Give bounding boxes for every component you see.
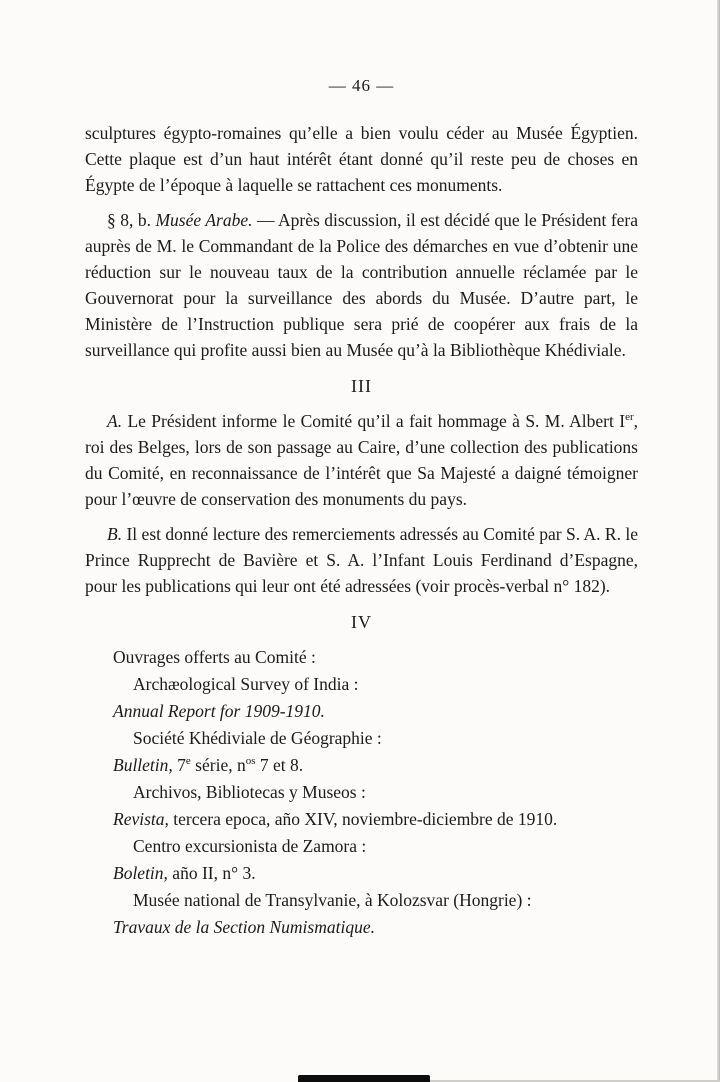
- ordinal-superscript: os: [245, 755, 256, 768]
- list-line-institution: [85, 887, 638, 914]
- list-line-intro: [85, 644, 638, 671]
- list-line-institution: [85, 779, 638, 806]
- list-line-publication: [85, 860, 638, 887]
- line-text: tercera epoca, año XIV, noviembre-diciembre de 1910.: [168, 809, 558, 829]
- section-heading-iii: III: [351, 376, 372, 396]
- paragraph-text: Il est donné lecture des remerciements adressés au Comité par S. A. R. le Prince Rupprecht de Bavière et S. A. l’Infant Louis Ferdinand d’Espagne, pour les publications qui leur ont été adressées (voir procès-verbal n° 182).: [85, 524, 638, 596]
- line-text: Société Khédiviale de Géographie :: [133, 728, 382, 748]
- line-text: Musée national de Transylvanie, à Kolozsvar (Hongrie) :: [133, 890, 532, 910]
- line-text: 7: [172, 755, 186, 775]
- list-line-institution: [85, 833, 638, 860]
- line-text: Archæological Survey of India :: [133, 674, 359, 694]
- page-number: — 46 —: [328, 76, 395, 95]
- page-content: [85, 76, 638, 941]
- publication-title: Revista,: [113, 809, 169, 829]
- paragraph-text: sculptures égypto-romaines qu’elle a bien voulu céder au Musée Égyptien. Cette plaque est d’un haut intérêt étant donné qu’il reste peu de choses en Égypte de l’époque à laquelle se rattachent ces monuments.: [85, 123, 638, 195]
- musee-arabe-title: Musée Arabe.: [155, 210, 253, 230]
- list-line-institution: [85, 671, 638, 698]
- item-letter-b: B.: [107, 524, 123, 544]
- ordinal-superscript: e: [185, 755, 191, 768]
- paragraph-b: [85, 521, 638, 599]
- paragraph-a: [85, 408, 638, 512]
- list-line-publication: [85, 698, 638, 725]
- ordinal-superscript: er: [625, 411, 634, 424]
- publication-title: Bulletin,: [113, 755, 173, 775]
- section-ref: § 8, b.: [107, 210, 156, 230]
- paragraph-text: , roi des Belges, lors de son passage au Caire, d’une collection des publications du Comité, en reconnaissance de l’intérêt que Sa Majesté a daigné témoigner pour l’œuvre de conservation des monuments du pays.: [85, 411, 638, 509]
- paragraph-text: — Après discussion, il est décidé que le Président fera auprès de M. le Commandant de la Police des démarches en vue d’obtenir une réduction sur le nouveau taux de la contribution annuelle réclamée par le Gouvernorat pour la surveillance des abords du Musée. D’autre part, le Ministère de l’Instruction publique sera prié de coopérer aux frais de la surveillance qui profite aussi bien au Musée qu’à la Bibliothèque Khédiviale.: [85, 210, 639, 360]
- line-text: año II, n° 3.: [167, 863, 256, 883]
- list-line-publication: [85, 914, 638, 941]
- line-text: série, n: [190, 755, 246, 775]
- line-text: Centro excursionista de Zamora :: [133, 836, 367, 856]
- paragraph-text: Le Président informe le Comité qu’il a fait hommage à S. M. Albert I: [122, 411, 626, 431]
- scan-ink-blot-artifact: [298, 1075, 430, 1082]
- section-heading-iv: IV: [351, 612, 372, 632]
- line-text: 7 et 8.: [255, 755, 304, 775]
- item-letter-a: A.: [107, 411, 123, 431]
- line-text: Ouvrages offerts au Comité :: [113, 647, 316, 667]
- paragraph-musee-egyptien: [85, 120, 638, 198]
- list-line-publication: [85, 752, 638, 779]
- works-offered-list: [85, 644, 638, 941]
- line-text: Archivos, Bibliotecas y Museos :: [133, 782, 366, 802]
- list-line-publication: [85, 806, 638, 833]
- publication-title: Boletin,: [113, 863, 168, 883]
- paragraph-musee-arabe: [85, 207, 638, 363]
- line-text: Travaux de la Section Numismatique.: [113, 917, 375, 937]
- line-text: Annual Report for 1909-1910.: [113, 701, 325, 721]
- list-line-institution: [85, 725, 638, 752]
